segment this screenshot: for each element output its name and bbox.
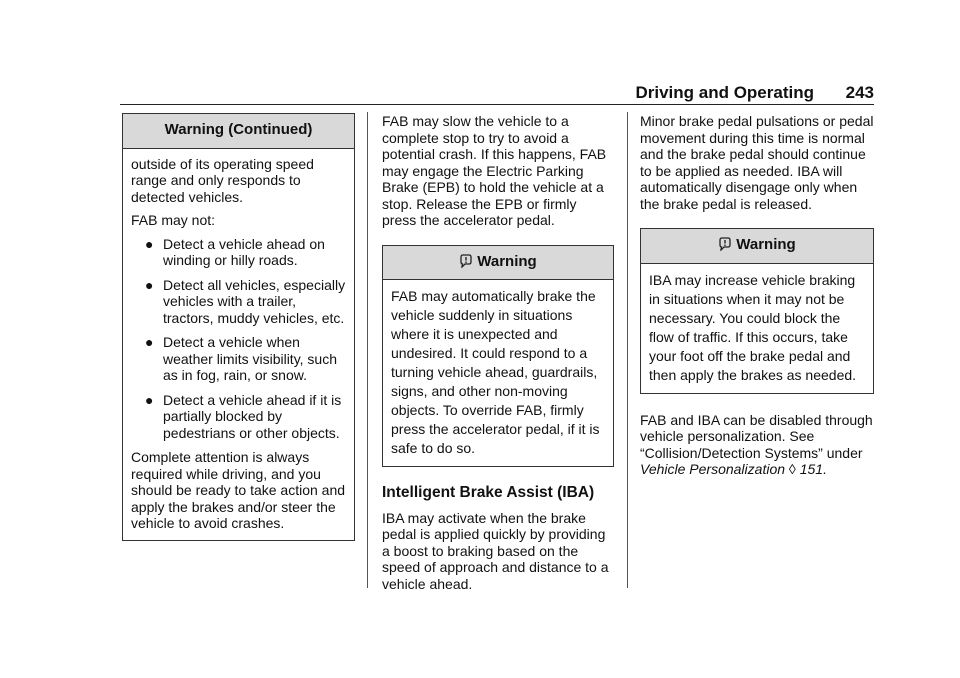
column-divider xyxy=(367,112,368,588)
warning-title: Warning xyxy=(477,252,537,270)
bullet-text: Detect all vehicles, especially vehicles with a trailer, tractors, muddy vehicles, etc. xyxy=(163,276,346,326)
warning-box-body: FAB may automatically brake the vehicle suddenly in situations where it is unexpected and undesired. It could respond to a turning vehicle ahead, guardrails, signs, and other non-moving objects. To override FAB, firmly press the accelerator pedal, if it is safe to do so. xyxy=(391,288,600,456)
bullet-glyph: ● xyxy=(145,276,154,293)
warning-paragraph: FAB may not: xyxy=(131,212,216,228)
warning-title: Warning xyxy=(736,236,796,253)
warning-icon xyxy=(459,254,473,268)
cross-reference-page[interactable]: 151 xyxy=(799,461,824,477)
warning-box xyxy=(640,228,874,394)
bullet-item xyxy=(131,236,346,269)
warning-box xyxy=(382,245,614,468)
bullet-item xyxy=(131,277,346,327)
warning-continued-box xyxy=(122,113,355,541)
bullet-glyph: ● xyxy=(145,334,154,350)
bullet-text: Detect a vehicle ahead on winding or hilly roads. xyxy=(163,235,325,268)
page-number: 243 xyxy=(845,83,874,102)
column-1 xyxy=(122,113,355,541)
body-paragraph xyxy=(640,412,874,478)
warning-paragraph: outside of its operating speed range and only responds to detected vehicles. xyxy=(131,155,314,205)
bullet-text: Detect a vehicle when weather limits visibility, such as in fog, rain, or snow. xyxy=(163,334,338,383)
page-ref-arrow-icon: ◊ xyxy=(788,461,796,477)
warning-paragraph: Complete attention is always required while driving, and you should be ready to take action and apply the brakes and/or steer the vehicle to avoid crashes. xyxy=(131,449,346,531)
section-title: Driving and Operating xyxy=(635,83,814,102)
body-text: FAB and IBA can be disabled through vehicle personalization. See “Collision/Detection Systems” under xyxy=(640,411,873,461)
bullet-item xyxy=(131,392,346,442)
column-3 xyxy=(640,113,874,486)
bullet-item xyxy=(131,334,346,384)
link-period: . xyxy=(823,461,827,477)
cross-reference-link[interactable]: Vehicle Personalization xyxy=(640,461,786,477)
bullet-glyph: ● xyxy=(145,235,154,252)
column-2 xyxy=(382,113,614,600)
bullet-text: Detect a vehicle ahead if it is partially blocked by pedestrians or other objects. xyxy=(163,391,342,441)
body-paragraph: FAB may slow the vehicle to a complete stop to try to avoid a potential crash. If this happens, FAB may engage the Electric Parking Brake (EPB) to hold the vehicle at a stop. Release the EPB or firmly press the accelerator pedal. xyxy=(382,113,607,228)
warning-icon xyxy=(718,237,732,251)
warning-box-title xyxy=(641,229,873,264)
body-paragraph: Minor brake pedal pulsations or pedal movement during this time is normal and the brake pedal should continue to be applied as needed. IBA will automatically disengage only when the brake pedal is released. xyxy=(640,113,874,212)
bullet-glyph: ● xyxy=(145,391,154,408)
warning-box-body: IBA may increase vehicle braking in situations when it may not be necessary. You could block the flow of traffic. If this occurs, take your foot off the brake pedal and then apply the brakes as needed. xyxy=(649,271,857,383)
section-heading: Intelligent Brake Assist (IBA) xyxy=(382,484,595,501)
warning-box-title: Warning (Continued) xyxy=(123,114,354,149)
body-paragraph: IBA may activate when the brake pedal is applied quickly by providing a boost to braking based on the speed of approach and distance to a vehicle ahead. xyxy=(382,509,609,592)
page-header xyxy=(120,80,874,105)
warning-box-body xyxy=(123,149,354,540)
column-divider xyxy=(627,112,628,588)
warning-box-title xyxy=(383,246,613,281)
